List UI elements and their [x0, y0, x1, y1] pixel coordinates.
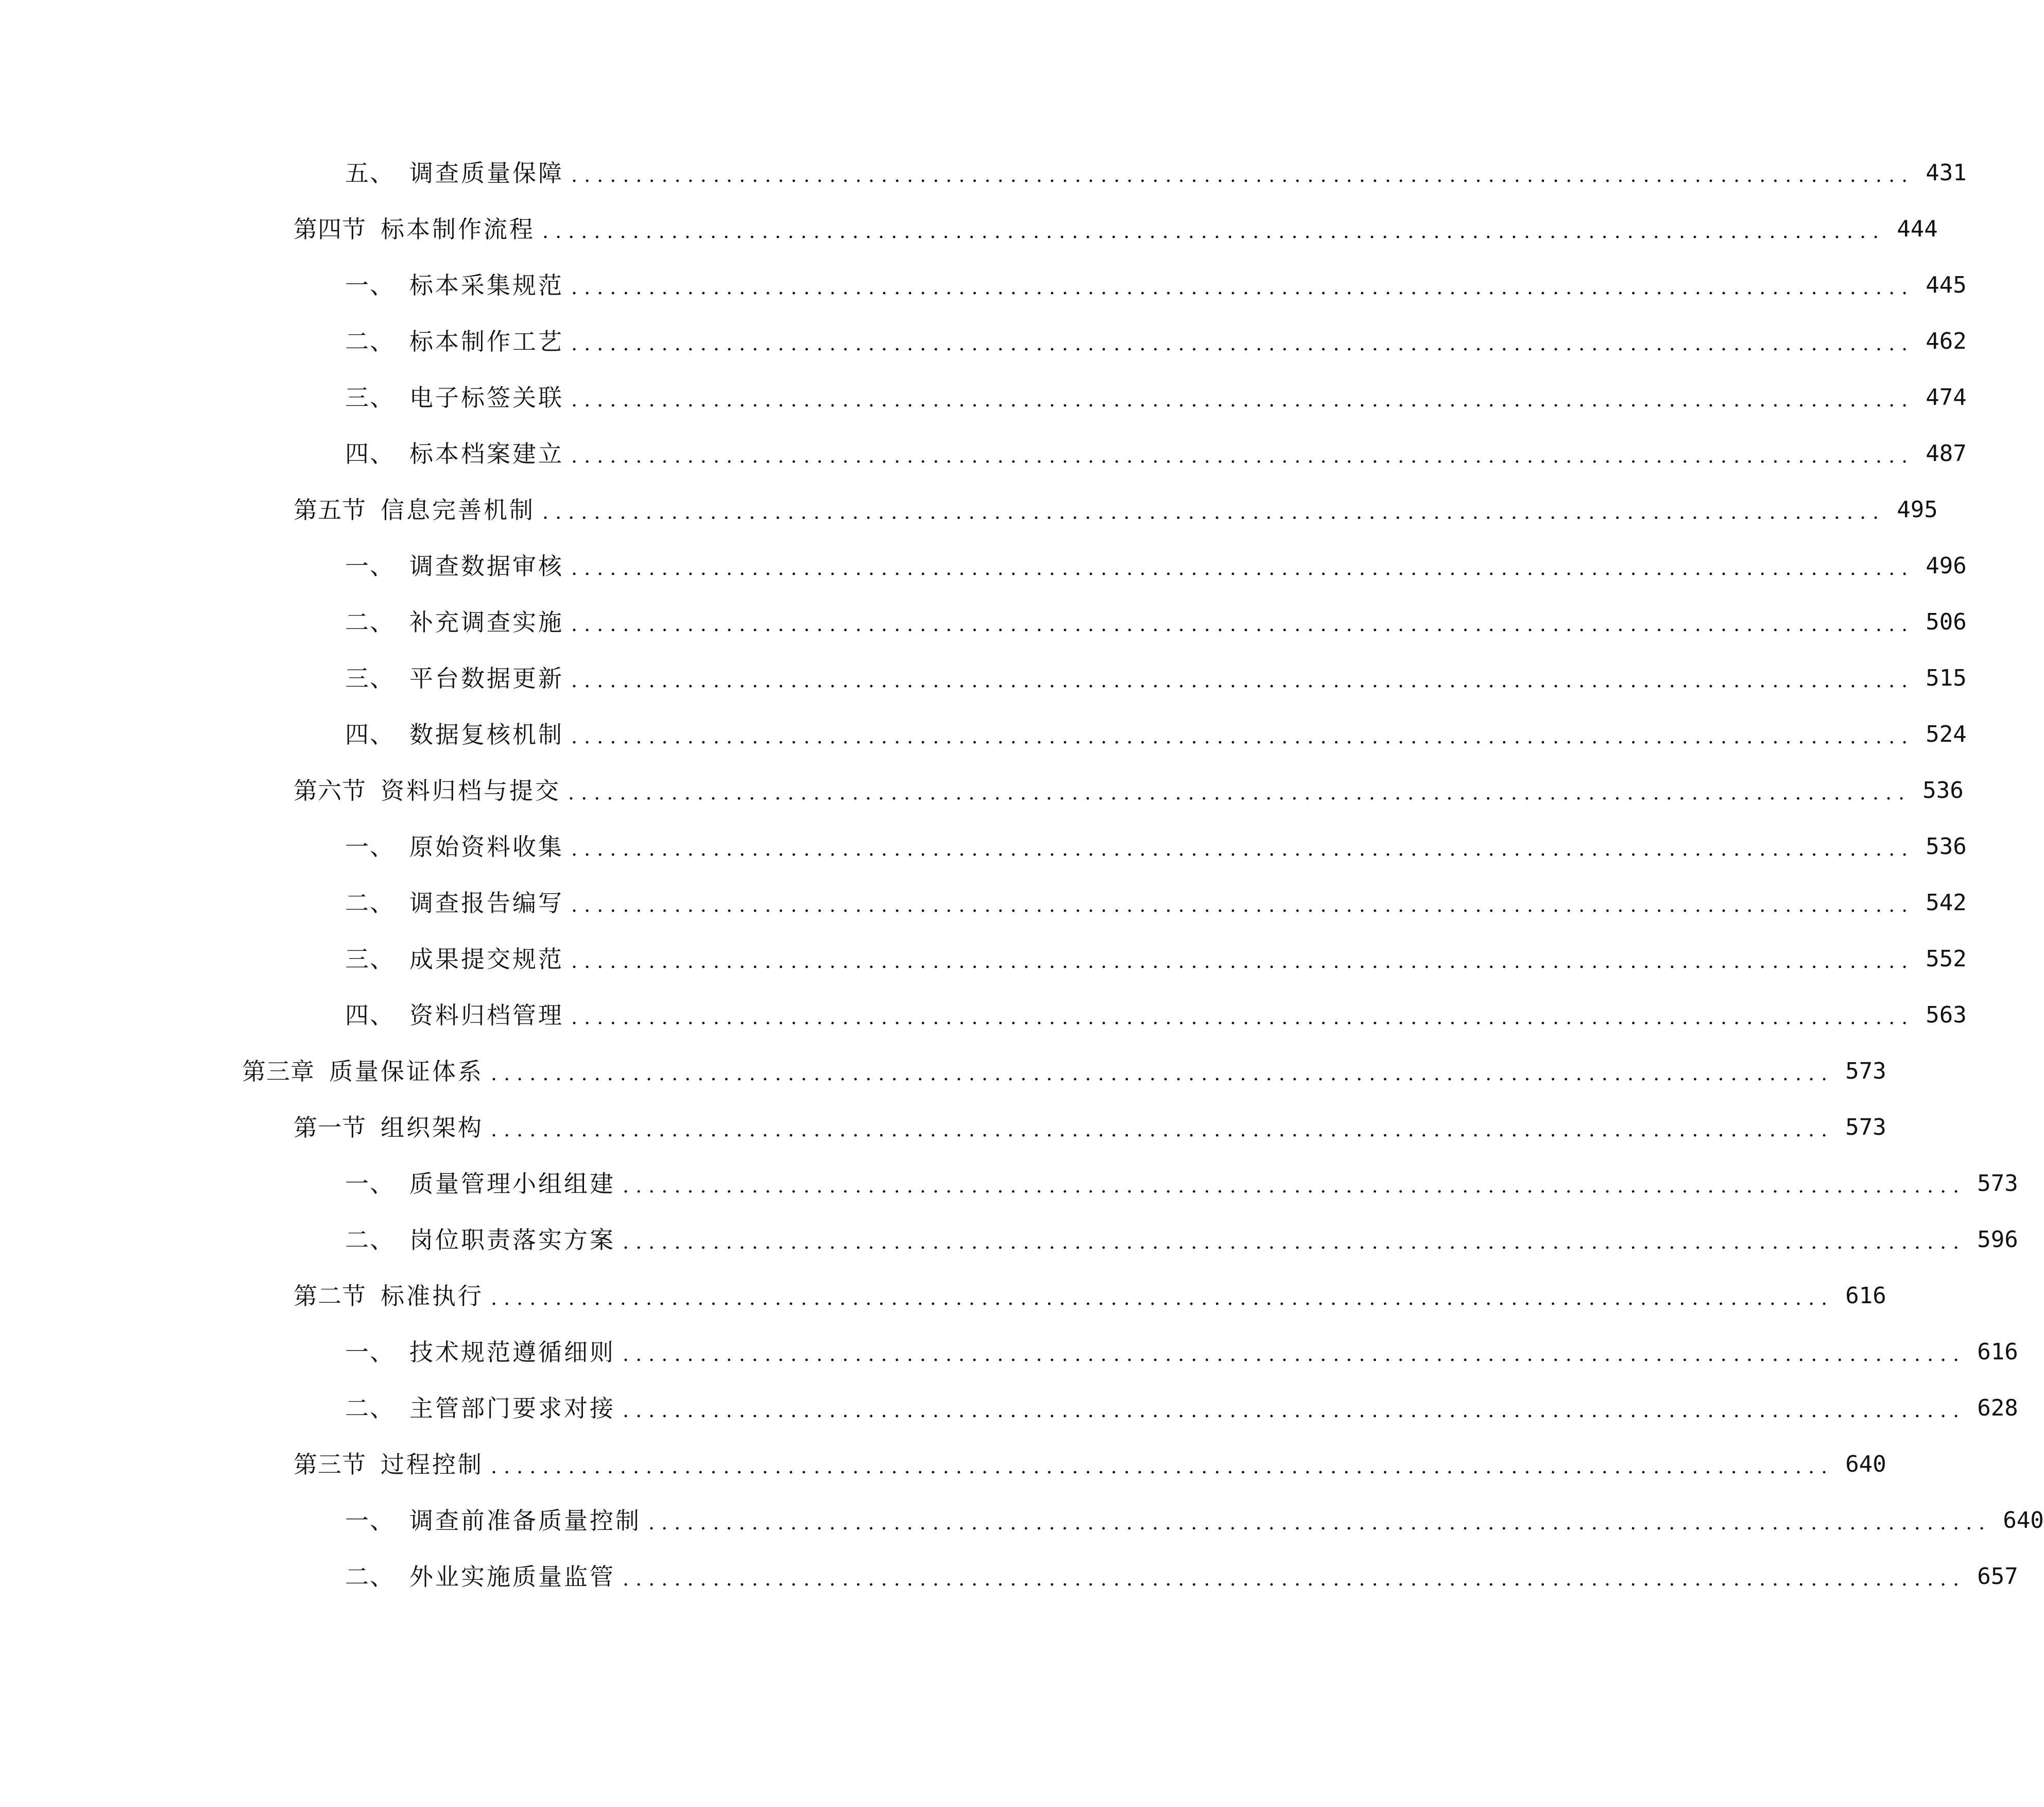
toc-entry-number: 二、 [345, 1394, 394, 1422]
toc-dot-leader: ........................................................................................................ [571, 445, 1915, 467]
toc-entry-page: 506 [1926, 609, 1967, 635]
toc-entry-number: 一、 [345, 1170, 394, 1198]
toc-entry-number: 第三章 [242, 1058, 315, 1085]
toc-entry-title: 资料归档管理 [409, 1001, 564, 1029]
toc-entry[interactable] [345, 1163, 2018, 1204]
toc-dot-leader: ........................................................................................................ [571, 332, 1915, 355]
toc-entry[interactable] [345, 995, 1967, 1036]
toc-entry[interactable] [345, 658, 1967, 699]
toc-dot-leader: ........................................................................................................ [542, 220, 1886, 243]
toc-dot-leader: ........................................................................................................ [491, 1062, 1834, 1085]
toc-entry-title: 岗位职责落实方案 [409, 1226, 615, 1254]
toc-dot-leader: ........................................................................................................ [571, 669, 1915, 692]
toc-entry[interactable] [345, 939, 1967, 980]
toc-entry-title: 质量管理小组组建 [409, 1170, 615, 1198]
toc-entry-number: 第五节 [294, 496, 366, 524]
toc-entry-number: 一、 [345, 271, 394, 299]
toc-entry-page: 445 [1926, 272, 1967, 298]
toc-entry[interactable] [345, 826, 1967, 867]
toc-dot-leader: ........................................................................................................ [542, 501, 1886, 523]
toc-entry-page: 487 [1926, 440, 1967, 467]
toc-entry-number: 一、 [345, 833, 394, 861]
toc-entry-title: 标本制作流程 [381, 215, 535, 243]
toc-entry-page: 496 [1926, 553, 1967, 579]
toc-dot-leader: ........................................................................................................ [491, 1118, 1834, 1141]
toc-dot-leader: ........................................................................................................ [571, 894, 1915, 916]
toc-dot-leader: ........................................................................................................ [623, 1567, 1966, 1590]
toc-entry-number: 五、 [345, 159, 394, 187]
toc-entry-number: 二、 [345, 328, 394, 355]
toc-entry-title: 主管部门要求对接 [409, 1394, 615, 1422]
toc-entry-page: 462 [1926, 328, 1967, 354]
toc-dot-leader: ........................................................................................................ [623, 1399, 1966, 1422]
toc-entry-page: 536 [1922, 777, 1964, 804]
toc-entry-number: 第一节 [294, 1114, 366, 1141]
toc-entry[interactable] [345, 321, 1967, 362]
toc-entry-title: 组织架构 [381, 1114, 484, 1141]
toc-dot-leader: ........................................................................................................ [491, 1287, 1834, 1309]
toc-entry[interactable] [345, 152, 1967, 194]
toc-entry[interactable] [294, 1107, 1886, 1148]
toc-entry[interactable] [345, 433, 1967, 474]
toc-entry[interactable] [345, 714, 1967, 755]
toc-entry[interactable] [294, 209, 1938, 250]
toc-entry[interactable] [345, 882, 1967, 924]
toc-entry-number: 三、 [345, 384, 394, 412]
toc-dot-leader: ........................................................................................................ [571, 164, 1915, 186]
toc-entry[interactable] [345, 602, 1967, 643]
toc-entry-title: 平台数据更新 [409, 664, 564, 692]
toc-entry-page: 616 [1977, 1339, 2018, 1365]
toc-dot-leader: ........................................................................................................ [571, 838, 1915, 860]
toc-entry-page: 596 [1977, 1226, 2018, 1253]
toc-entry-title: 过程控制 [381, 1451, 484, 1478]
toc-entry-number: 一、 [345, 1507, 394, 1535]
toc-entry-page: 524 [1926, 721, 1967, 747]
toc-entry-title: 成果提交规范 [409, 945, 564, 973]
toc-entry-page: 495 [1897, 497, 1938, 523]
toc-entry-number: 三、 [345, 945, 394, 973]
toc-dot-leader: ........................................................................................................ [648, 1511, 1992, 1534]
toc-entry-title: 信息完善机制 [381, 496, 535, 524]
toc-entry[interactable] [294, 1444, 1886, 1485]
toc-dot-leader: ........................................................................................................ [571, 725, 1915, 748]
toc-entry-title: 调查前准备质量控制 [409, 1507, 641, 1535]
toc-entry-title: 标本档案建立 [409, 440, 564, 468]
toc-entry-title: 标本采集规范 [409, 271, 564, 299]
toc-entry-number: 第二节 [294, 1282, 366, 1310]
toc-entry-page: 640 [1845, 1451, 1886, 1477]
toc-entry-page: 542 [1926, 890, 1967, 916]
toc-dot-leader: ........................................................................................................ [623, 1231, 1966, 1253]
toc-entry-page: 657 [1977, 1563, 2018, 1590]
toc-entry-number: 二、 [345, 608, 394, 636]
toc-entry-title: 技术规范遵循细则 [409, 1338, 615, 1366]
toc-entry-page: 616 [1845, 1283, 1886, 1309]
toc-dot-leader: ........................................................................................................ [623, 1343, 1966, 1366]
toc-entry-number: 四、 [345, 721, 394, 748]
toc-entry-title: 标本制作工艺 [409, 328, 564, 355]
toc-entry-number: 二、 [345, 889, 394, 917]
toc-dot-leader: ........................................................................................................ [571, 950, 1915, 973]
toc-dot-leader: ........................................................................................................ [623, 1174, 1966, 1197]
toc-entry[interactable] [345, 1500, 2044, 1541]
toc-entry-title: 标准执行 [381, 1282, 484, 1310]
toc-entry-number: 三、 [345, 664, 394, 692]
toc-entry-title: 补充调查实施 [409, 608, 564, 636]
toc-entry-title: 调查数据审核 [409, 552, 564, 580]
toc-entry-title: 外业实施质量监管 [409, 1563, 615, 1591]
toc-entry[interactable] [242, 1051, 1886, 1092]
toc-entry-page: 536 [1926, 833, 1967, 860]
toc-entry-number: 二、 [345, 1563, 394, 1591]
toc-dot-leader: ........................................................................................................ [571, 388, 1915, 411]
toc-entry-page: 573 [1845, 1114, 1886, 1140]
toc-dot-leader: ........................................................................................................ [571, 1006, 1915, 1029]
toc-entry-title: 原始资料收集 [409, 833, 564, 861]
toc-entry-number: 一、 [345, 552, 394, 580]
toc-entry-number: 二、 [345, 1226, 394, 1254]
toc-dot-leader: ........................................................................................................ [571, 613, 1915, 636]
toc-entry-title: 资料归档与提交 [381, 777, 561, 805]
toc-entry[interactable] [345, 377, 1967, 418]
toc-entry-page: 640 [2003, 1507, 2044, 1533]
toc-entry[interactable] [294, 770, 1964, 811]
toc-entry-page: 628 [1977, 1395, 2018, 1421]
toc-entry-number: 一、 [345, 1338, 394, 1366]
toc-entry-page: 563 [1926, 1002, 1967, 1028]
toc-entry-title: 调查报告编写 [409, 889, 564, 917]
toc-entry-number: 第四节 [294, 215, 366, 243]
toc-entry[interactable] [294, 1275, 1886, 1317]
toc-entry[interactable] [345, 1388, 2018, 1429]
toc-entry[interactable] [345, 545, 1967, 587]
toc-entry-page: 444 [1897, 216, 1938, 242]
toc-entry-title: 数据复核机制 [409, 721, 564, 748]
toc-dot-leader: ........................................................................................................ [491, 1455, 1834, 1478]
toc-entry-page: 431 [1926, 160, 1967, 186]
toc-dot-leader: ........................................................................................................ [568, 781, 1912, 804]
toc-entry-page: 573 [1977, 1170, 2018, 1197]
toc-entry[interactable] [345, 1219, 2018, 1260]
toc-entry-number: 四、 [345, 440, 394, 468]
toc-entry-number: 第三节 [294, 1451, 366, 1478]
toc-entry-number: 第六节 [294, 777, 366, 805]
toc-entry[interactable] [345, 265, 1967, 306]
toc-entry-title: 调查质量保障 [409, 159, 564, 187]
toc-entry[interactable] [345, 1332, 2018, 1373]
toc-entry[interactable] [294, 489, 1938, 531]
toc-entry-page: 552 [1926, 946, 1967, 972]
toc-entry-page: 515 [1926, 665, 1967, 691]
toc-dot-leader: ........................................................................................................ [571, 276, 1915, 299]
toc-dot-leader: ........................................................................................................ [571, 557, 1915, 579]
toc-entry-page: 474 [1926, 384, 1967, 411]
toc-entry-number: 四、 [345, 1001, 394, 1029]
toc-entry-page: 573 [1845, 1058, 1886, 1084]
toc-entry-title: 电子标签关联 [409, 384, 564, 412]
toc-entry-title: 质量保证体系 [329, 1058, 484, 1085]
toc-entry[interactable] [345, 1556, 2018, 1597]
